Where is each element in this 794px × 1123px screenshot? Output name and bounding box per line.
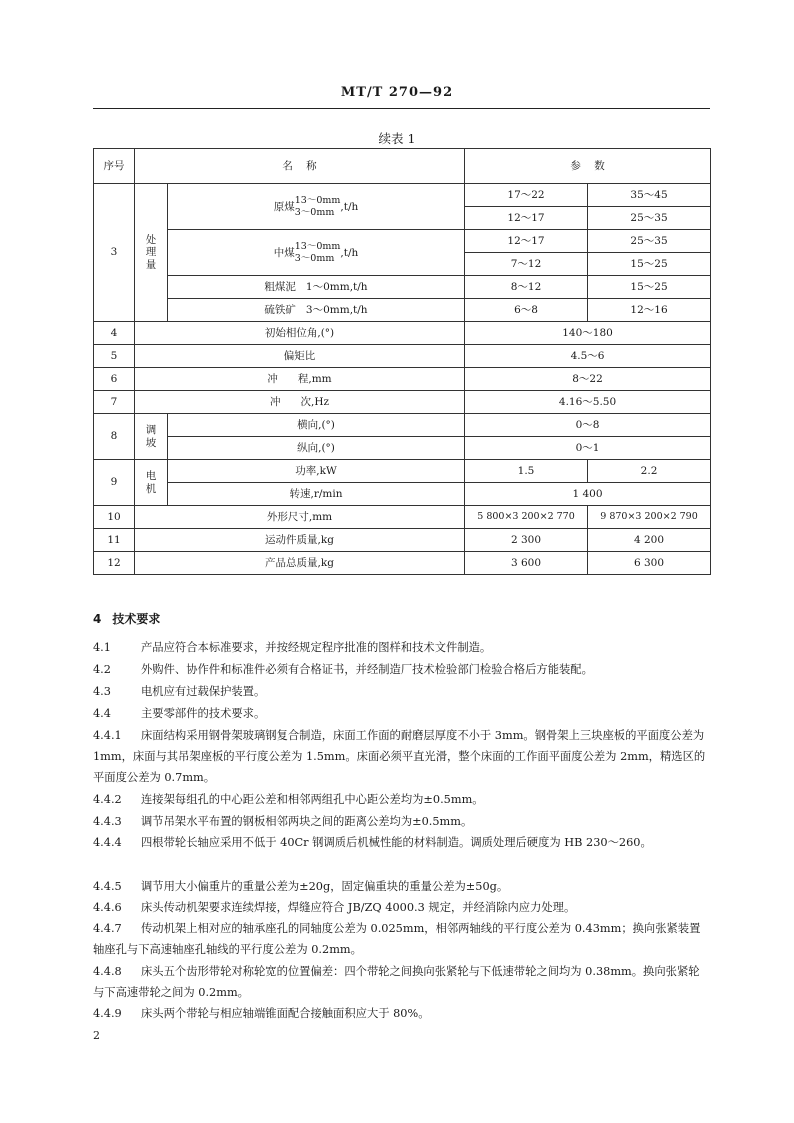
list-item	[93, 637, 710, 658]
list-item	[93, 659, 710, 680]
list-item	[93, 876, 710, 897]
item-text: 床头传动机架要求连续焊接，焊缝应符合 JB/ZQ 4000.3 规定，并经消除内应力处理。	[141, 901, 576, 914]
cell-value: 12～16	[588, 299, 711, 322]
list-item	[93, 832, 710, 853]
cell-value: 5 800×3 200×2 770	[465, 506, 588, 529]
document-code: MT/T 270—92	[340, 85, 454, 100]
cell-value: 25～35	[588, 207, 711, 230]
col-header-no: 序号	[94, 149, 135, 184]
row-name: 偏矩比	[135, 345, 465, 368]
table-row	[94, 437, 711, 460]
cell-value: 1.5	[465, 460, 588, 483]
cell-value: 4.16～5.50	[465, 391, 711, 414]
row-no: 3	[94, 184, 135, 322]
row-no: 9	[94, 460, 135, 506]
item-number: 4.4.5	[93, 880, 122, 893]
item-text: 外购件、协作件和标准件必须有合格证书，并经制造厂技术检验部门检验合格后方能装配。	[141, 663, 593, 676]
item-number: 4.4.9	[93, 1007, 122, 1020]
row-name: 横向,(°)	[168, 414, 465, 437]
unit: ,t/h	[340, 246, 359, 259]
table-row	[94, 230, 711, 253]
col-header-name: 名 称	[135, 149, 465, 184]
table-row	[94, 506, 711, 529]
cell-value: 4.5～6	[465, 345, 711, 368]
cell-value: 3 600	[465, 552, 588, 575]
cell-value: 8～12	[465, 276, 588, 299]
group-label-text: 电机	[145, 470, 157, 495]
list-item	[93, 918, 710, 960]
cell-value: 8～22	[465, 368, 711, 391]
header-rule	[93, 108, 710, 109]
row-no: 12	[94, 552, 135, 575]
cell-value: 2.2	[588, 460, 711, 483]
row-no: 4	[94, 322, 135, 345]
row-name: 初始相位角,(°)	[135, 322, 465, 345]
mid-coal-label: 中煤	[273, 246, 295, 259]
section-number: 4	[93, 612, 102, 626]
item-text: 产品应符合本标准要求，并按经规定程序批准的图样和技术文件制造。	[141, 641, 492, 654]
item-text: 床面结构采用钢骨架玻璃钢复合制造，床面工作面的耐磨层厚度不小于 3mm。钢骨架上三块座板的平面度公差为 1mm，床面与其吊架座板的平行度公差为 1.5mm。床面必须平直光滑，整个床面的工作面平面度公差为 2mm，精选区的平面度公差为 0.7mm。	[93, 729, 706, 784]
list-item	[93, 897, 710, 918]
cell-value: 6 300	[588, 552, 711, 575]
list-item	[93, 811, 710, 832]
table-row	[94, 483, 711, 506]
row-no: 11	[94, 529, 135, 552]
item-number: 4.4	[93, 707, 111, 720]
section-heading	[93, 610, 160, 627]
group-label	[135, 414, 168, 460]
raw-coal-label: 原煤	[273, 200, 295, 213]
item-text: 连接架每组孔的中心距公差和相邻两组孔中心距公差均为±0.5mm。	[141, 793, 484, 806]
col-header-params: 参 数	[465, 149, 711, 184]
cell-value: 7～12	[465, 253, 588, 276]
size-a: 13～0mm	[294, 240, 341, 252]
item-text: 传动机架上相对应的轴承座孔的同轴度公差为 0.025mm，相邻两轴线的平行度公差为 0.43mm；换向张紧装置轴座孔与下高速轴座孔轴线的平行度公差为 0.2mm。	[93, 922, 701, 956]
list-item	[93, 681, 710, 702]
group-label-text: 处理量	[145, 234, 157, 271]
item-number: 4.4.3	[93, 815, 122, 828]
row-name: 粗煤泥 1～0mm,t/h	[168, 276, 465, 299]
list-item	[93, 789, 710, 810]
size-b: 3～0mm	[294, 206, 335, 218]
item-number: 4.2	[93, 663, 111, 676]
item-number: 4.4.2	[93, 793, 122, 806]
spec-table	[93, 148, 711, 575]
table-row	[94, 299, 711, 322]
cell-value: 4 200	[588, 529, 711, 552]
item-number: 4.4.1	[93, 729, 122, 742]
item-number: 4.4.8	[93, 965, 122, 978]
list-item	[93, 725, 710, 788]
cell-value: 15～25	[588, 253, 711, 276]
item-text: 四根带轮长轴应采用不低于 40Cr 钢调质后机械性能的材料制造。调质处理后硬度为 HB 230～260。	[141, 836, 652, 849]
cell-value: 35～45	[588, 184, 711, 207]
list-item	[93, 1003, 710, 1024]
unit: ,t/h	[340, 200, 359, 213]
group-label-text: 调坡	[145, 424, 157, 449]
table-row	[94, 529, 711, 552]
item-number: 4.4.6	[93, 901, 122, 914]
table-row	[94, 414, 711, 437]
table-row	[94, 552, 711, 575]
item-text: 主要零部件的技术要求。	[141, 707, 266, 720]
row-no: 6	[94, 368, 135, 391]
row-name: 产品总质量,kg	[135, 552, 465, 575]
item-number: 4.3	[93, 685, 111, 698]
row-name: 转速,r/min	[168, 483, 465, 506]
cell-value: 0～8	[465, 414, 711, 437]
table-row	[94, 322, 711, 345]
table-row	[94, 184, 711, 207]
row-no: 8	[94, 414, 135, 460]
group-label	[135, 184, 168, 322]
cell-value: 12～17	[465, 207, 588, 230]
group-label	[135, 460, 168, 506]
item-number: 4.1	[93, 641, 111, 654]
row-name: 纵向,(°)	[168, 437, 465, 460]
row-no: 7	[94, 391, 135, 414]
table-row	[94, 368, 711, 391]
cell-value: 17～22	[465, 184, 588, 207]
row-name: 硫铁矿 3～0mm,t/h	[168, 299, 465, 322]
cell-value: 9 870×3 200×2 790	[588, 506, 711, 529]
row-name: 冲 程,mm	[135, 368, 465, 391]
item-text: 床头两个带轮与相应轴端锥面配合接触面积应大于 80%。	[141, 1007, 430, 1020]
item-text: 电机应有过载保护装置。	[141, 685, 266, 698]
row-name-raw-coal	[168, 184, 465, 230]
cell-value: 2 300	[465, 529, 588, 552]
table-row	[94, 391, 711, 414]
cell-value: 15～25	[588, 276, 711, 299]
item-text: 调节用大小偏重片的重量公差为±20g，固定偏重块的重量公差为±50g。	[141, 880, 509, 893]
size-b: 3～0mm	[294, 252, 335, 264]
row-no: 5	[94, 345, 135, 368]
list-item	[93, 703, 710, 724]
table-row	[94, 276, 711, 299]
row-name-mid-coal	[168, 230, 465, 276]
cell-value: 12～17	[465, 230, 588, 253]
cell-value: 0～1	[465, 437, 711, 460]
row-no: 10	[94, 506, 135, 529]
size-a: 13～0mm	[294, 194, 341, 206]
row-name: 外形尺寸,mm	[135, 506, 465, 529]
table-header-row	[94, 149, 711, 184]
row-name: 运动件质量,kg	[135, 529, 465, 552]
row-name: 冲 次,Hz	[135, 391, 465, 414]
cell-value: 6～8	[465, 299, 588, 322]
cell-value: 140～180	[465, 322, 711, 345]
table-row	[94, 460, 711, 483]
table-row	[94, 345, 711, 368]
item-text: 床头五个齿形带轮对称轮宽的位置偏差：四个带轮之间换向张紧轮与下低速带轮之间均为 0.38mm。换向张紧轮与下高速带轮之间为 0.2mm。	[93, 965, 700, 999]
item-number: 4.4.4	[93, 836, 122, 849]
item-text: 调节吊架水平布置的钢板相邻两块之间的距离公差均为±0.5mm。	[141, 815, 473, 828]
cell-value: 1 400	[465, 483, 711, 506]
page-number: 2	[93, 1029, 100, 1042]
section-title: 技术要求	[112, 612, 161, 626]
list-item	[93, 961, 710, 1003]
item-number: 4.4.7	[93, 922, 122, 935]
table-caption: 续表 1	[378, 131, 416, 146]
row-name: 功率,kW	[168, 460, 465, 483]
cell-value: 25～35	[588, 230, 711, 253]
